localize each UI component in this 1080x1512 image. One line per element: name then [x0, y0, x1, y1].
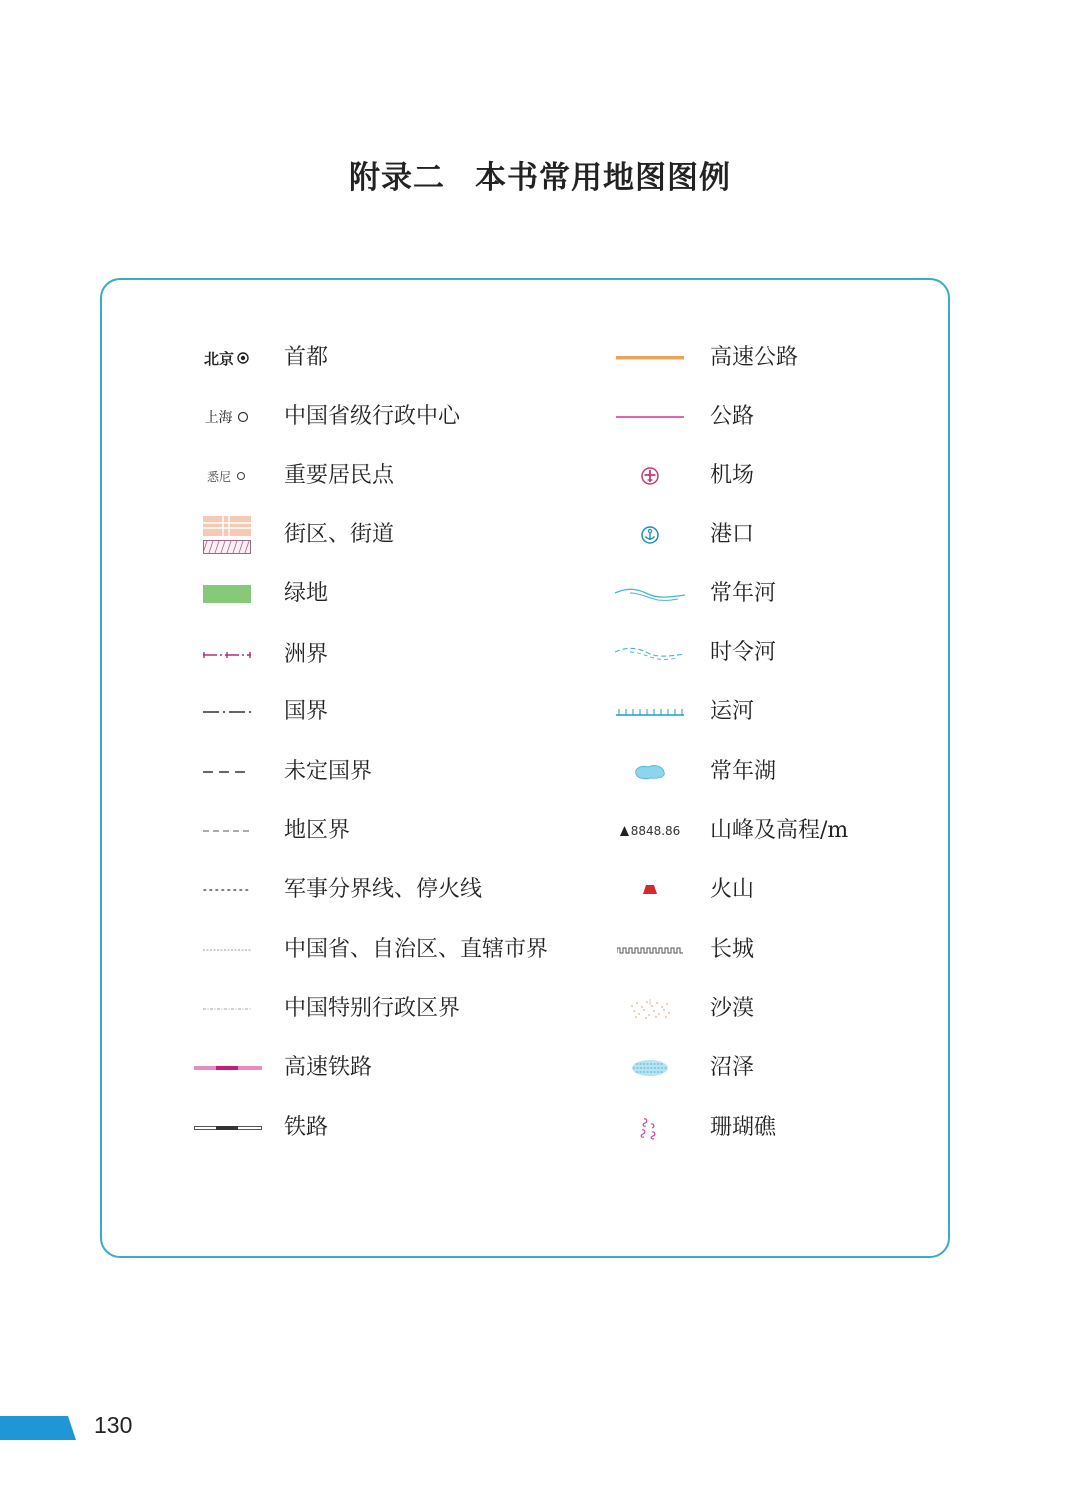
expressway-icon [616, 353, 684, 363]
block-street-symbol [192, 515, 262, 555]
legend-label: 时令河 [710, 640, 777, 665]
volcano-symbol [610, 870, 690, 910]
legend-label: 重要居民点 [284, 463, 395, 488]
legend-label: 港口 [710, 522, 755, 547]
legend-label: 街区、街道 [284, 522, 395, 547]
undetermined-boundary-symbol [192, 752, 262, 792]
highway-icon [616, 412, 684, 422]
coral-reef-symbol [610, 1108, 690, 1148]
appendix-title: 本书常用地图图例 [475, 160, 731, 196]
perennial-river-symbol [610, 574, 690, 614]
port-symbol [610, 515, 690, 555]
settlement-icon [235, 470, 247, 482]
sar-boundary-icon [203, 1004, 251, 1014]
province-center-symbol [192, 397, 262, 437]
great-wall-icon [617, 945, 683, 955]
peak-symbol [610, 811, 690, 851]
capital-symbol-text: 北京 [203, 349, 234, 368]
railway-icon [194, 1123, 262, 1133]
legend-label: 高速公路 [710, 345, 799, 370]
undetermined-boundary-icon [203, 767, 251, 777]
province-symbol-text: 上海 [204, 410, 233, 426]
legend-box [100, 278, 950, 1258]
legend-label: 国界 [284, 699, 329, 724]
province-boundary-symbol [192, 930, 262, 970]
legend-label: 火山 [710, 877, 755, 902]
legend-label: 长城 [710, 937, 755, 962]
green-area-symbol [192, 574, 262, 614]
continent-boundary-symbol [192, 635, 262, 675]
legend-label: 地区界 [284, 818, 351, 843]
anchor-icon [640, 525, 660, 545]
national-boundary-icon [203, 707, 251, 717]
legend-label: 洲界 [284, 642, 329, 667]
block-street-icon [203, 516, 251, 554]
legend-label: 绿地 [284, 581, 329, 606]
airport-symbol [610, 456, 690, 496]
desert-icon [628, 998, 672, 1020]
peak-elevation-text: 8848.86 [630, 824, 681, 838]
legend-label: 公路 [710, 404, 755, 429]
sar-boundary-symbol [192, 989, 262, 1029]
legend-label: 运河 [710, 699, 755, 724]
regional-boundary-icon [203, 826, 251, 836]
military-line-symbol [192, 870, 262, 910]
legend-label: 首都 [284, 345, 329, 370]
volcano-icon [643, 885, 657, 895]
legend-label: 军事分界线、停火线 [284, 877, 483, 902]
peak-icon [620, 826, 629, 836]
page-title [0, 152, 1080, 197]
settlement-symbol [192, 456, 262, 496]
perennial-lake-symbol [610, 752, 690, 792]
desert-symbol [610, 989, 690, 1029]
military-line-icon [203, 885, 251, 895]
capital-icon [236, 351, 250, 365]
canal-icon [616, 705, 684, 719]
expressway-symbol [610, 338, 690, 378]
page-number: 130 [94, 1412, 133, 1438]
legend-label: 中国特别行政区界 [284, 996, 461, 1021]
legend-label: 机场 [710, 463, 755, 488]
airplane-icon [640, 466, 660, 486]
swamp-symbol [610, 1048, 690, 1088]
town-symbol-text: 悉尼 [206, 469, 231, 484]
highway-symbol [610, 397, 690, 437]
legend-label: 常年湖 [710, 759, 777, 784]
legend-label: 常年河 [710, 581, 777, 606]
seasonal-river-icon [614, 643, 686, 663]
national-boundary-symbol [192, 692, 262, 732]
legend-label: 铁路 [284, 1115, 329, 1140]
legend-label: 中国省、自治区、直辖市界 [284, 937, 549, 962]
continent-boundary-icon [203, 650, 251, 660]
high-speed-railway-icon [194, 1063, 262, 1073]
seasonal-river-symbol [610, 633, 690, 673]
province-center-icon [236, 410, 250, 424]
page-number-tab [0, 1416, 76, 1440]
province-boundary-icon [203, 945, 251, 955]
perennial-river-icon [614, 584, 686, 604]
legend-label: 珊瑚礁 [710, 1115, 777, 1140]
high-speed-railway-symbol [194, 1048, 262, 1088]
regional-boundary-symbol [192, 811, 262, 851]
legend-label: 沙漠 [710, 996, 755, 1021]
green-area-swatch [203, 585, 251, 603]
legend-label: 沼泽 [710, 1055, 755, 1080]
legend-label: 高速铁路 [284, 1055, 373, 1080]
great-wall-symbol [610, 930, 690, 970]
legend-label: 未定国界 [284, 759, 373, 784]
legend-label: 山峰及高程/m [710, 818, 849, 843]
coral-reef-icon [637, 1116, 663, 1140]
railway-symbol [194, 1108, 262, 1148]
lake-icon [633, 763, 667, 781]
swamp-icon [630, 1058, 670, 1078]
canal-symbol [610, 692, 690, 732]
legend-label: 中国省级行政中心 [284, 404, 461, 429]
appendix-label: 附录二 [349, 160, 445, 196]
capital-symbol [192, 338, 262, 378]
